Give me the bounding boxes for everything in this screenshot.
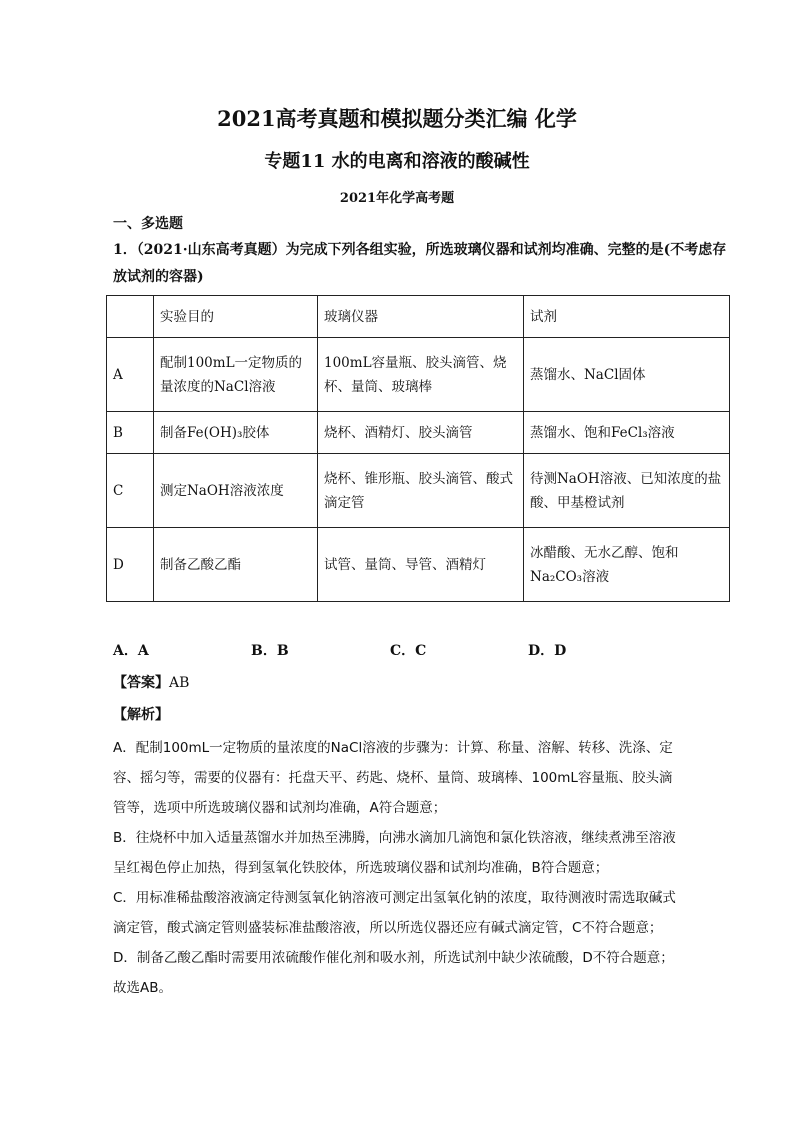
option-d: D．D — [528, 643, 567, 659]
table-cell: 制备乙酸乙酯 — [154, 528, 318, 602]
analysis-label: 【解析】 — [113, 707, 169, 723]
table-row — [107, 412, 730, 454]
analysis-paragraph: D．制备乙酸乙酯时需要用浓硫酸作催化剂和吸水剂，所选试剂中缺少浓硫酸，D不符合题意； — [113, 950, 674, 966]
answer-label: 【答案】 — [113, 675, 169, 691]
table-cell: 待测NaOH溶液、已知浓度的盐酸、甲基橙试剂 — [524, 454, 730, 528]
table-cell: 100mL容量瓶、胶头滴管、烧杯、量筒、玻璃棒 — [318, 338, 524, 412]
table-header-cell — [107, 296, 154, 338]
table-header-cell: 试剂 — [524, 296, 730, 338]
table-cell: 试管、量筒、导管、酒精灯 — [318, 528, 524, 602]
table-cell: 烧杯、酒精灯、胶头滴管 — [318, 412, 524, 454]
table-row — [107, 528, 730, 602]
table-cell: 制备Fe(OH)₃胶体 — [154, 412, 318, 454]
table-cell: 蒸馏水、饱和FeCl₃溶液 — [524, 412, 730, 454]
analysis-paragraph: 故选AB。 — [113, 980, 172, 996]
analysis-body — [113, 733, 683, 1003]
table-header-cell: 实验目的 — [154, 296, 318, 338]
table-cell: 蒸馏水、NaCl固体 — [524, 338, 730, 412]
analysis-paragraph: A．配制100mL一定物质的量浓度的NaCl溶液的步骤为：计算、称量、溶解、转移、洗涤、定容、摇匀等，需要的仪器有：托盘天平、药匙、烧杯、量筒、玻璃棒、100mL容量瓶、胶头滴管等，选项中所选玻璃仪器和试剂均准确，A符合题意； — [113, 740, 673, 816]
analysis-paragraph: C．用标准稀盐酸溶液滴定待测氢氧化钠溶液可测定出氢氧化钠的浓度，取待测液时需选取碱式滴定管，酸式滴定管则盛装标准盐酸溶液，所以所选仪器还应有碱式滴定管，C不符合题意； — [113, 890, 676, 936]
document-subtitle: 专题11 水的电离和溶液的酸碱性 — [264, 151, 530, 172]
answer-line — [113, 672, 189, 692]
table-cell: 配制100mL一定物质的量浓度的NaCl溶液 — [154, 338, 318, 412]
analysis-paragraph: B．往烧杯中加入适量蒸馏水并加热至沸腾，向沸水滴加几滴饱和氯化铁溶液，继续煮沸至溶液呈红褐色停止加热，得到氢氧化铁胶体，所选玻璃仪器和试剂均准确，B符合题意； — [113, 830, 676, 876]
table-cell: 冰醋酸、无水乙醇、饱和Na₂CO₃溶液 — [524, 528, 730, 602]
option-b: B．B — [251, 643, 289, 659]
table-row — [107, 454, 730, 528]
document-title: 2021高考真题和模拟题分类汇编 化学 — [217, 106, 577, 131]
table-cell: 烧杯、锥形瓶、胶头滴管、酸式滴定管 — [318, 454, 524, 528]
table-cell: C — [107, 454, 154, 528]
table-header-row — [107, 296, 730, 338]
option-a: A．A — [113, 643, 149, 659]
section-label: 一、多选题 — [113, 216, 183, 232]
question-text: 1．（2021·山东高考真题）为完成下列各组实验，所选玻璃仪器和试剂均准确、完整的是(不考虑存放试剂的容器) — [113, 242, 727, 285]
answer-value: AB — [169, 675, 190, 691]
option-c: C．C — [390, 643, 427, 659]
table-header-cell: 玻璃仪器 — [318, 296, 524, 338]
table-cell: 测定NaOH溶液浓度 — [154, 454, 318, 528]
table-row — [107, 338, 730, 412]
table-cell: D — [107, 528, 154, 602]
section-title: 2021年化学高考题 — [339, 191, 455, 206]
table-cell: B — [107, 412, 154, 454]
experiment-table — [106, 295, 730, 602]
table-cell: A — [107, 338, 154, 412]
